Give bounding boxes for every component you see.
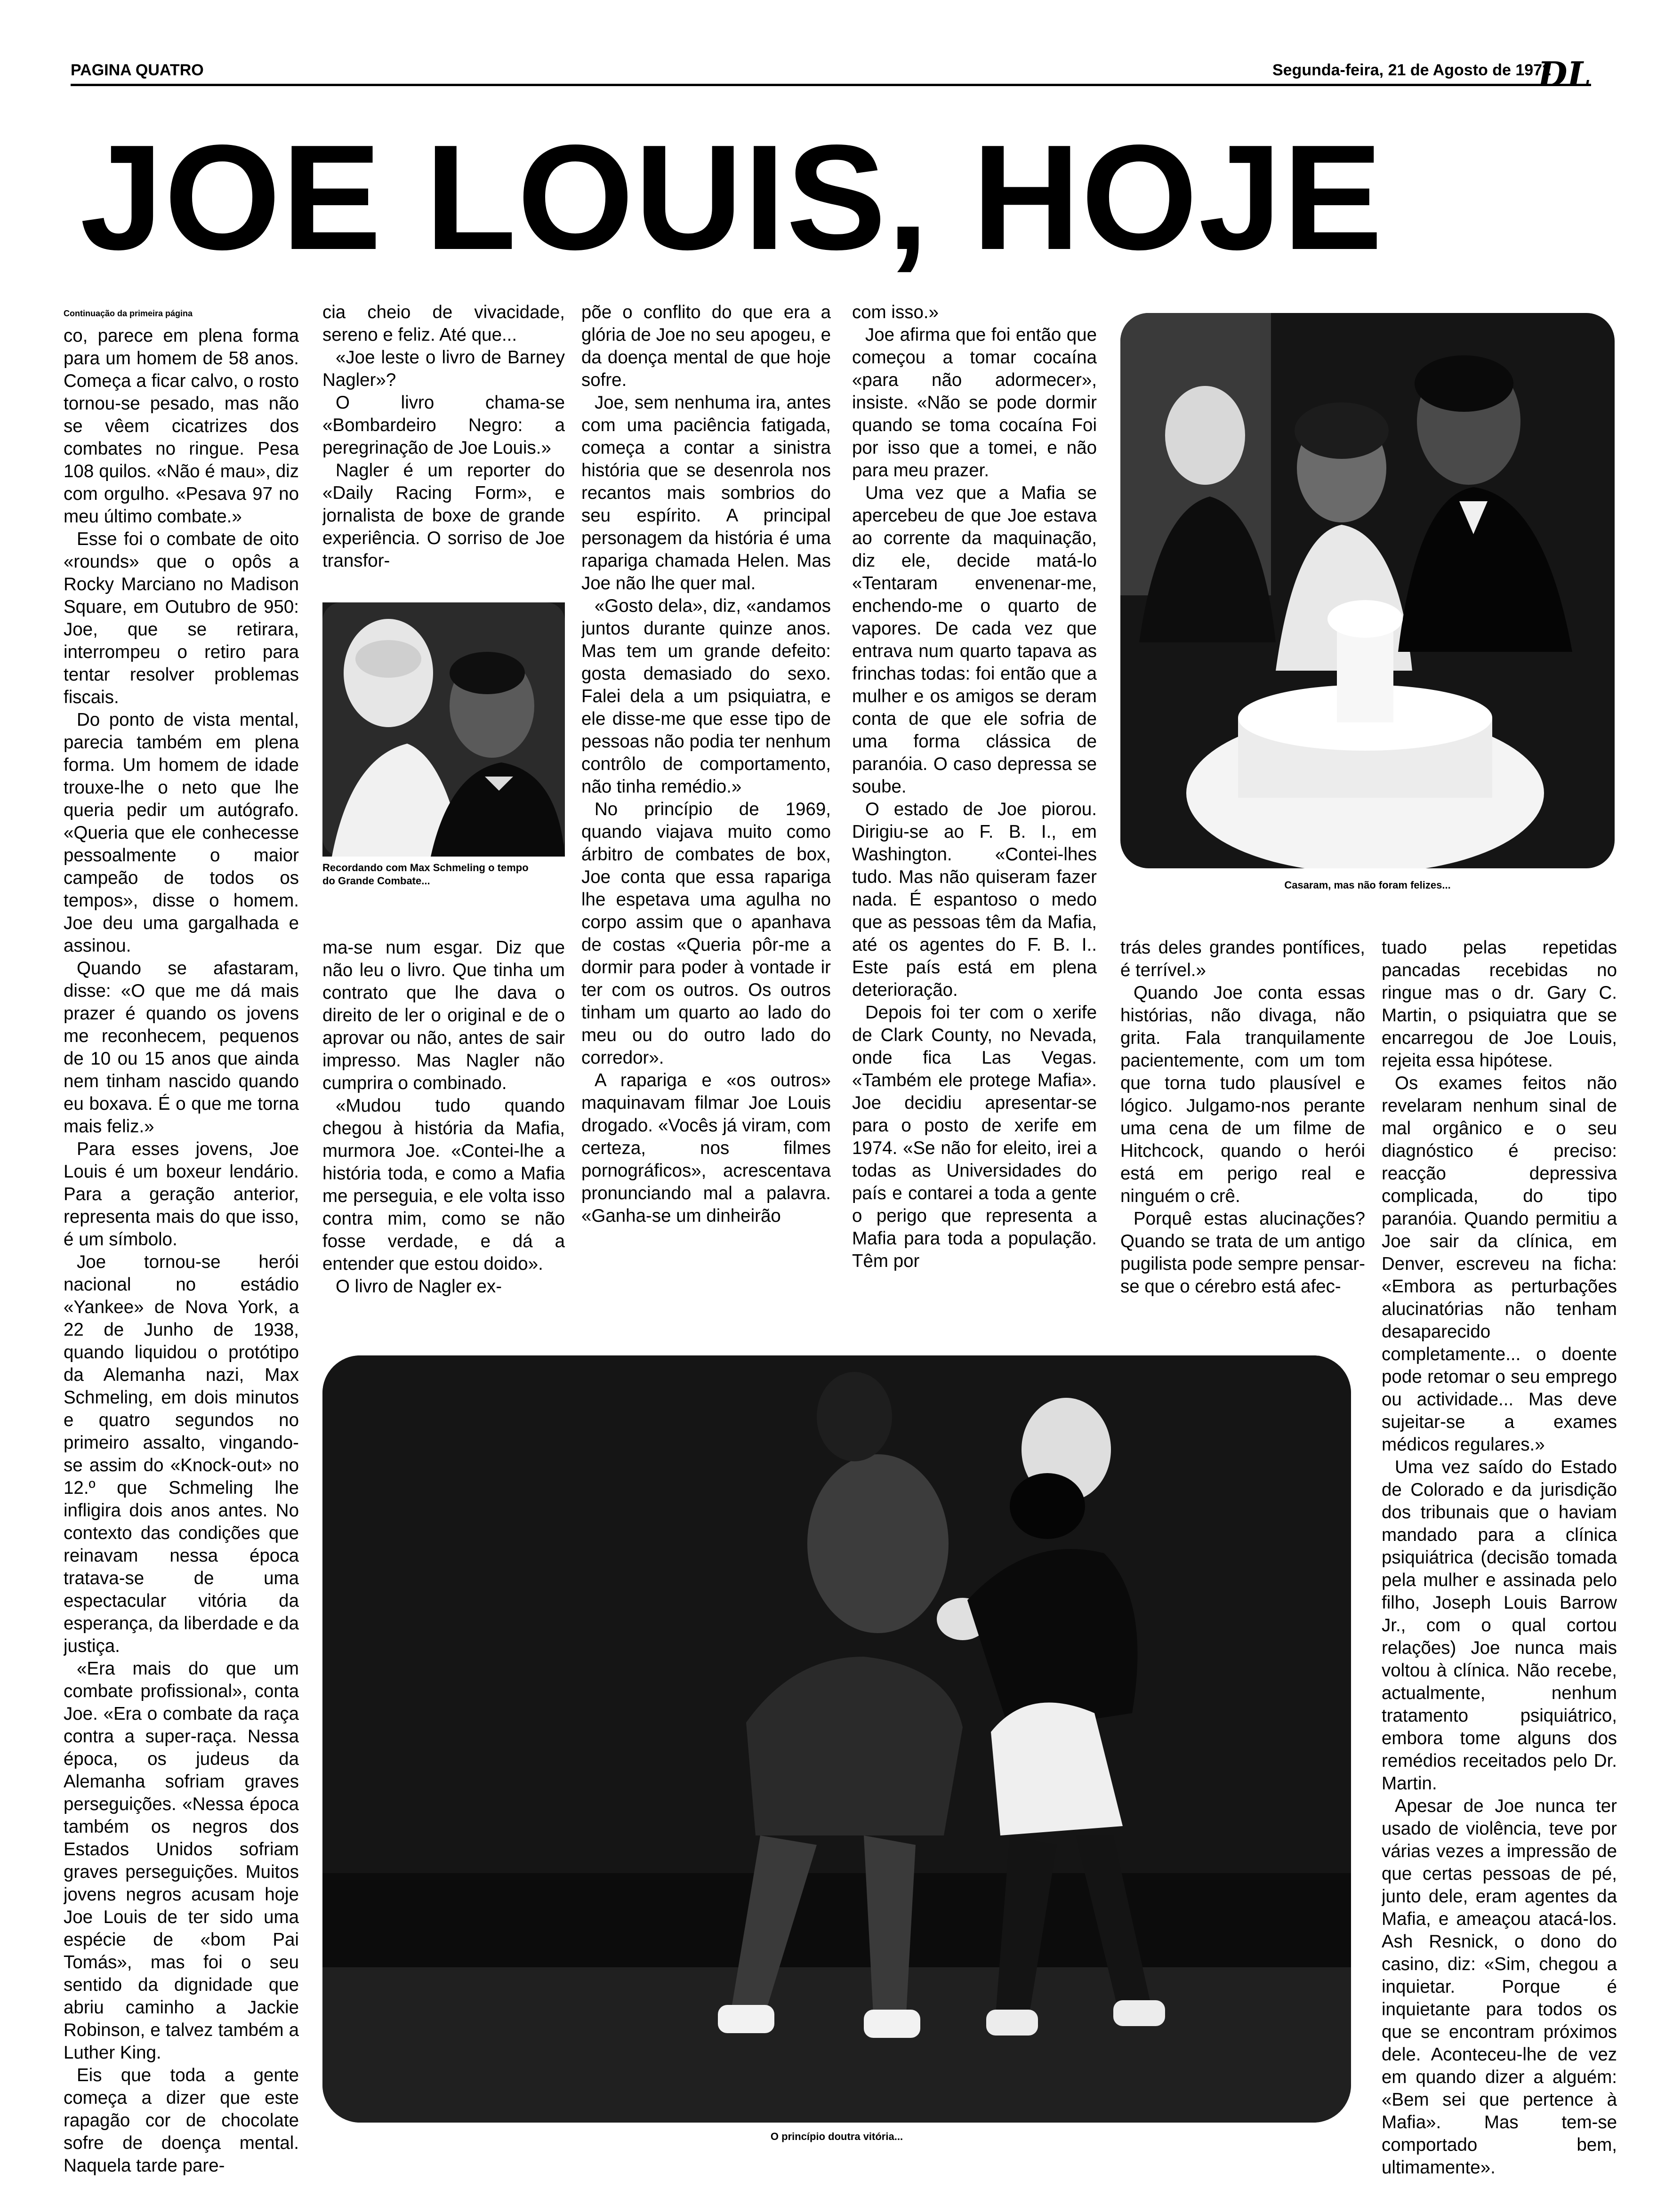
article-paragraph: Joe, sem nenhuma ira, antes com uma paciência fatigada, começa a contar a sinistra história que se desenrola nos recantos mais sombrios do seu espírito. A principal personagem da história é uma rapariga chamada Helen. Mas Joe não lhe quer mal. [581,393,831,593]
headline: JOE LOUIS, HOJE [80,114,1384,281]
article-paragraph: A rapariga e «os outros» maquinavam filmar Joe Louis drogado. «Vocês já viram, com certeza, nos filmes pornográficos», acrescentava pronunciando mal a palavra. «Ganha-se um dinheirão [581,1070,831,1226]
article-paragraph: «Era mais do que um combate profissional», conta Joe. «Era o combate da raça contra a super-raça. Nessa época, os judeus da Alemanha sofriam graves perseguições. «Nessa época também os negros dos Estados Unidos sofriam graves perseguições. Muitos jovens negros acusam hoje Joe Louis de ter sido uma espécie de «bom Pai Tomás», mas foi o seu sentido da dignidade que abriu caminho a Jackie Robinson, e talvez também a Luther King. [64,1659,299,2063]
article-paragraph: Uma vez saído do Estado de Colorado e da jurisdição dos tribunais que o haviam mandado para a clínica psiquiátrica (decisão tomada pela mulher e assinada pelo filho, Joseph Louis Barrow Jr., com o qual cortou relações) Joe nunca mais voltou à clínica. Não recebe, actualmente, nenhum tratamento psiquiátrico, embora tome alguns dos remédios receitados pelo Dr. Martin. [1382,1457,1617,1794]
article-paragraph: Para esses jovens, Joe Louis é um boxeur lendário. Para a geração anterior, representa mais do que isso, é um símbolo. [64,1139,299,1250]
article-paragraph: Depois foi ter com o xerife de Clark County, no Nevada, onde fica Las Vegas. «Também ele protege Mafia». Joe decidiu apresentar-se para o posto de xerife em 1974. «Se não for eleito, irei a todas as Universidades do país e contarei a toda a gente o perigo que representa a Mafia para toda a população. Têm por [852,1002,1097,1271]
photo-fight-image [322,1355,1351,2123]
caption-fight: O princípio doutra vitória... [770,2131,903,2142]
article-paragraph: tuado pelas repetidas pancadas recebidas no ringue mas o dr. Gary C. Martin, o psiquiatra que se encarregou de Joe Louis, rejeita essa hipótese. [1382,938,1617,1071]
photo-schmeling [322,602,565,857]
article-paragraph: trás deles grandes pontífices, é terrível.» [1120,938,1365,980]
article-column-2-bottom [322,937,565,1341]
article-column-4 [852,301,1097,1341]
article-paragraph: Porquê estas alucinações? Quando se trata de um antigo pugilista pode sempre pensar-se que o cérebro está afec- [1120,1209,1365,1297]
article-paragraph: O estado de Joe piorou. Dirigiu-se ao F. B. I., em Washington. «Contei-lhes tudo. Mas não quiseram fazer nada. É espantoso o medo que as pessoas têm da Mafia, até os agentes do F. B. I.. Este país está em plena deterioração. [852,799,1097,1000]
article-paragraph: põe o conflito do que era a glória de Joe no seu apogeu, e da doença mental de que hoje sofre. [581,302,831,390]
article-paragraph: Uma vez que a Mafia se apercebeu de que Joe estava ao corrente da maquinação, diz ele, decide matá-lo «Tentaram envenenar-me, enchendo-me o quarto de vapores. De cada vez que entrava num quarto tapava as frinchas todas: foi então que a mulher e os amigos se deram conta de que ele sofria de uma forma clássica de paranóia. O caso depressa se soube. [852,483,1097,797]
article-paragraph: Do ponto de vista mental, parecia também em plena forma. Um homem de idade trouxe-lhe o neto que lhe queria pedir um autógrafo. «Queria que ele conhecesse pessoalmente o maior campeão de todos os tempos», disse o homem. Joe deu uma gargalhada e assinou. [64,710,299,956]
article-column-3 [581,301,831,1341]
article-paragraph: com isso.» [852,302,939,322]
photo-schmeling-image [322,602,565,857]
photo-wedding [1120,313,1615,868]
article-paragraph: co, parece em plena forma para um homem de 58 anos. Começa a ficar calvo, o rosto tornou-se pesado, mas não se vêem cicatrizes dos combates no ringue. Pesa 108 quilos. «Não é mau», diz com orgulho. «Pesava 97 no meu último combate.» [64,326,299,527]
article-column-1 [64,325,299,2184]
newspaper-logo: DL [1537,54,1591,94]
article-column-5 [1120,937,1365,1341]
article-paragraph: Joe afirma que foi então que começou a tomar cocaína «para não adormecer», insiste. «Não se pode dormir quando se toma cocaína Foi por isso que a tomei, e não para meu prazer. [852,325,1097,481]
issue-date: Segunda-feira, 21 de Agosto de 1972 [1272,61,1551,79]
article-paragraph: «Mudou tudo quando chegou à história da Mafia, murmora Joe. «Contei-lhe a história toda, e como a Mafia me perseguia, e ele volta isso contra mim, como se não fosse verdade, e dá a entender que estou doido». [322,1096,565,1274]
article-paragraph: Nagler é um reporter do «Daily Racing Form», e jornalista de boxe de grande experiência. O sorriso de Joe transfor- [322,460,565,571]
article-paragraph: Os exames feitos não revelaram nenhum sinal de mal orgânico e o seu diagnóstico é preciso: reacção depressiva complicada, do tipo paranóia. Quando permitiu a Joe sair da clínica, em Denver, escreveu na ficha: «Embora as perturbações alucinatórias não tenham desaparecido completamente... o doente pode retomar o seu emprego ou actividade... Mas deve sujeitar-se a exames médicos regulares.» [1382,1073,1617,1455]
article-paragraph: O livro chama-se «Bombardeiro Negro: a peregrinação de Joe Louis.» [322,393,565,458]
caption-wedding: Casaram, mas não foram felizes... [1284,879,1451,891]
article-paragraph: ma-se num esgar. Diz que não leu o livro. Que tinha um contrato que lhe dava o direito de ler o original e de o aprovar ou não, antes de sair impresso. Mas Nagler não cumprira o combinado. [322,938,565,1093]
article-paragraph: Eis que toda a gente começa a dizer que este rapagão cor de chocolate sofre de doença mental. Naquela tarde pare- [64,2065,299,2176]
article-paragraph: cia cheio de vivacidade, sereno e feliz. Até que... [322,302,565,345]
photo-wedding-image [1120,313,1615,868]
article-paragraph: Quando se afastaram, disse: «O que me dá mais prazer é quando os jovens me reconhecem, pequenos de 10 ou 15 anos que ainda nem tinham nascido quando eu boxava. É o que me torna mais feliz.» [64,958,299,1137]
article-column-2-top [322,301,565,593]
photo-fight [322,1355,1351,2123]
page-label: PAGINA QUATRO [71,61,204,79]
article-paragraph: «Gosto dela», diz, «andamos juntos durante quinze anos. Mas tem um grande defeito: gosta demasiado do sexo. Falei dela a um psiquiatra, e ele disse-me que esse tipo de pessoas não podia ter nenhum contrôlo de comportamento, não tinha remédio.» [581,596,831,797]
article-paragraph: Apesar de Joe nunca ter usado de violência, teve por várias vezes a impressão de que certas pessoas de pé, junto dele, eram agentes da Mafia, e ameaçou atacá-los. Ash Resnick, o dono do casino, diz: «Sim, chegou a inquietar. Porque é inquietante para todos os que se encontram próximos dele. Aconteceu-lhe de vez em quando dizer a alguém: «Bem sei que pertence à Mafia». Mas tem-se comportado bem, ultimamente». [1382,1796,1617,2178]
article-paragraph: Quando Joe conta essas histórias, não divaga, não grita. Fala tranquilamente pacientemente, com um tom que torna tudo plausível e lógico. Julgamo-nos perante uma cena de um filme de Hitchcock, quando o herói está em perigo real e ninguém o crê. [1120,983,1365,1206]
article-paragraph: O livro de Nagler ex- [336,1276,502,1297]
article-paragraph: «Joe leste o livro de Barney Nagler»? [322,347,565,390]
article-paragraph: No princípio de 1969, quando viajava muito como árbitro de combates de box, Joe conta que essa rapariga lhe espetava uma agulha no corpo assim que o apanhava de costas «Queria pôr-me a dormir para poder à vontade ir ter com os outros. Os outros tinham um quarto ao lado do meu ou do outro lado do corredor». [581,799,831,1068]
article-paragraph: Esse foi o combate de oito «rounds» que o opôs a Rocky Marciano no Madison Square, em Outubro de 950: Joe, que se retirara, interrompeu o retiro para tentar resolver problemas fiscais. [64,529,299,707]
header-rule [71,84,1591,86]
caption-schmeling: Recordando com Max Schmeling o tempo do Grande Combate... [322,862,529,887]
article-paragraph: Joe tornou-se herói nacional no estádio «Yankee» de Nova York, a 22 de Junho de 1938, quando liquidou o protótipo da Alemanha nazi, Max Schmeling, em dois minutos e quatro segundos no primeiro assalto, vingando-se assim do «Knock-out» no 12.º que Schmeling lhe infligira dois anos antes. No contexto das condições que reinavam nessa época tratava-se de uma espectacular vitória da esperança, da liberdade e da justiça. [64,1252,299,1656]
continuation-note: Continuação da primeira página [64,309,193,318]
article-column-6 [1382,937,1617,2193]
